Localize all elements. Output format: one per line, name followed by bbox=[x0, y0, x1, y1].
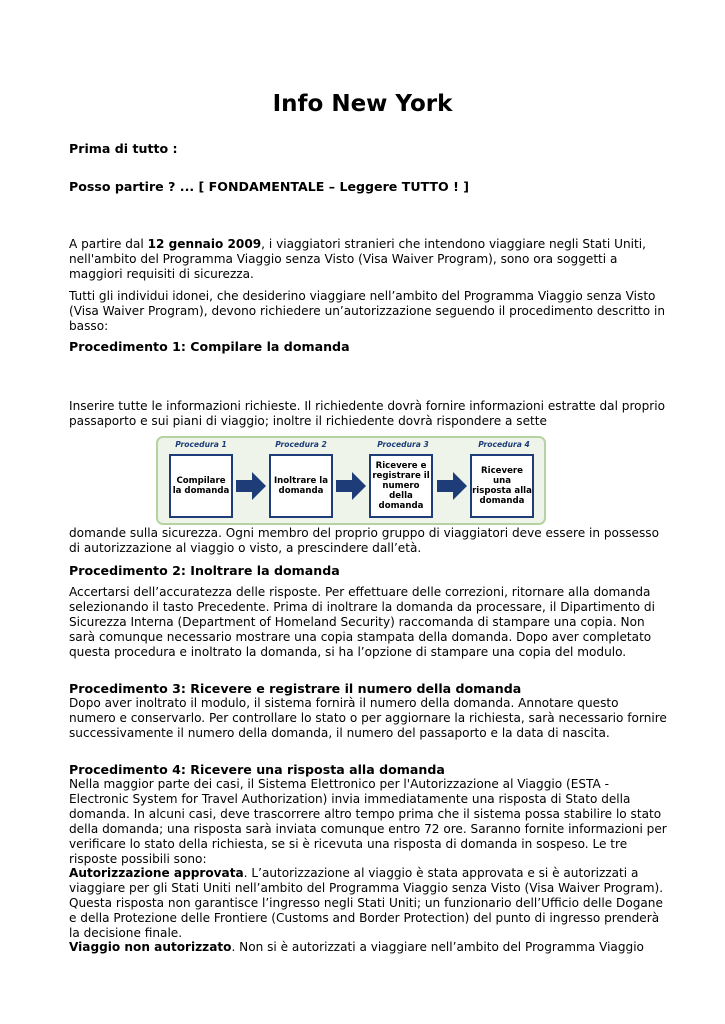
paragraph-1 bbox=[69, 237, 669, 282]
step-box-4: Ricevere una risposta alla domanda bbox=[470, 454, 534, 518]
approved-label: Autorizzazione approvata bbox=[69, 866, 244, 880]
arrow-right-icon bbox=[437, 472, 467, 500]
proc2-heading: Procedimento 2: Inoltrare la domanda bbox=[69, 563, 340, 578]
proc4-heading: Procedimento 4: Ricevere una risposta alla domanda bbox=[69, 762, 445, 777]
proc3-text: Dopo aver inoltrato il modulo, il sistema fornirà il numero della domanda. Annotare questo numero e conservarlo. Per controllare lo stato o per aggiornare la richiesta, sarà necessario fornire successivamente il numero della domanda, il numero del passaporto e la data di nascita. bbox=[69, 696, 667, 740]
proc1-text-b: domande sulla sicurezza. Ogni membro del proprio gruppo di viaggiatori deve essere in possesso di autorizzazione al viaggio o visto, a prescindere dall’età. bbox=[69, 526, 659, 555]
proc4-text: Nella maggior parte dei casi, il Sistema Elettronico per l'Autorizzazione al Viaggio (ESTA - Electronic System for Travel Authorization) invia immediatamente una risposta di Stato della domanda. In alcuni casi, deve trascorrere altro tempo prima che il sistema possa stabilire lo stato della domanda; una risposta sarà inviata comunque entro 72 ore. Saranno fornite informazioni per verificare lo stato della richiesta, se si è ricevuta una risposta di domanda in sospeso. Le tre risposte possibili sono: bbox=[69, 777, 667, 866]
step-box-3: Ricevere e registrare il numero della domanda bbox=[369, 454, 433, 518]
para1-post: , i viaggiatori stranieri che intendono viaggiare negli Stati Uniti, nell'ambito del Programma Viaggio senza Visto (Visa Waiver Program), sono ora soggetti a maggiori requisiti di sicurezza. bbox=[69, 237, 646, 281]
approved-paragraph bbox=[69, 866, 669, 941]
denied-text: . Non si è autorizzati a viaggiare nell’ambito del Programma Viaggio bbox=[231, 940, 644, 954]
denied-paragraph bbox=[69, 940, 669, 955]
step-label-2: Procedura 2 bbox=[275, 440, 327, 449]
step-label-1: Procedura 1 bbox=[175, 440, 227, 449]
intro-first: Prima di tutto : bbox=[69, 141, 178, 156]
proc3-heading: Procedimento 3: Ricevere e registrare il numero della domanda bbox=[69, 681, 522, 696]
denied-label: Viaggio non autorizzato bbox=[69, 940, 232, 954]
step-label-4: Procedura 4 bbox=[478, 440, 530, 449]
step-box-1: Compilare la domanda bbox=[169, 454, 233, 518]
step-box-2: Inoltrare la domanda bbox=[269, 454, 333, 518]
para1-pre: A partire dal bbox=[69, 237, 148, 251]
step-label-3: Procedura 3 bbox=[377, 440, 429, 449]
proc1-text-a: Inserire tutte le informazioni richieste. Il richiedente dovrà fornire informazioni estratte dal proprio passaporto e sui piani di viaggio; inoltre il richiedente dovrà rispondere a sette bbox=[69, 399, 665, 428]
proc1-heading: Procedimento 1: Compilare la domanda bbox=[69, 339, 350, 354]
intro-second: Posso partire ? ... [ FONDAMENTALE – Leggere TUTTO ! ] bbox=[69, 179, 469, 194]
arrow-right-icon bbox=[236, 472, 266, 500]
para1-date: 12 gennaio 2009 bbox=[147, 237, 262, 251]
approved-text: . L’autorizzazione al viaggio è stata approvata e si è autorizzati a viaggiare per gli Stati Uniti nell’ambito del Programma Viaggio senza Visto (Visa Waiver Program). Questa risposta non garantisce l’ingresso negli Stati Uniti; un funzionario dell’Ufficio delle Dogane e della Protezione delle Frontiere (Customs and Border Protection) del punto di ingresso prenderà la decisione finale. bbox=[69, 866, 664, 940]
page-title: Info New York bbox=[272, 91, 453, 117]
arrow-right-icon bbox=[336, 472, 366, 500]
paragraph-2: Tutti gli individui idonei, che desiderino viaggiare nell’ambito del Programma Viaggio senza Visto (Visa Waiver Program), devono richiedere un’autorizzazione seguendo il procedimento descritto in basso: bbox=[69, 289, 666, 333]
procedure-diagram bbox=[156, 436, 546, 525]
proc2-text: Accertarsi dell’accuratezza delle risposte. Per effettuare delle correzioni, ritornare alla domanda selezionando il tasto Precedente. Prima di inoltrare la domanda da processare, il Dipartimento di Sicurezza Interna (Department of Homeland Security) raccomanda di stampare una copia. Non sarà comunque necessario mostrare una copia stampata della domanda. Dopo aver completato questa procedura e inoltrato la domanda, si ha l’opzione di stampare una copia del modulo. bbox=[69, 585, 655, 659]
